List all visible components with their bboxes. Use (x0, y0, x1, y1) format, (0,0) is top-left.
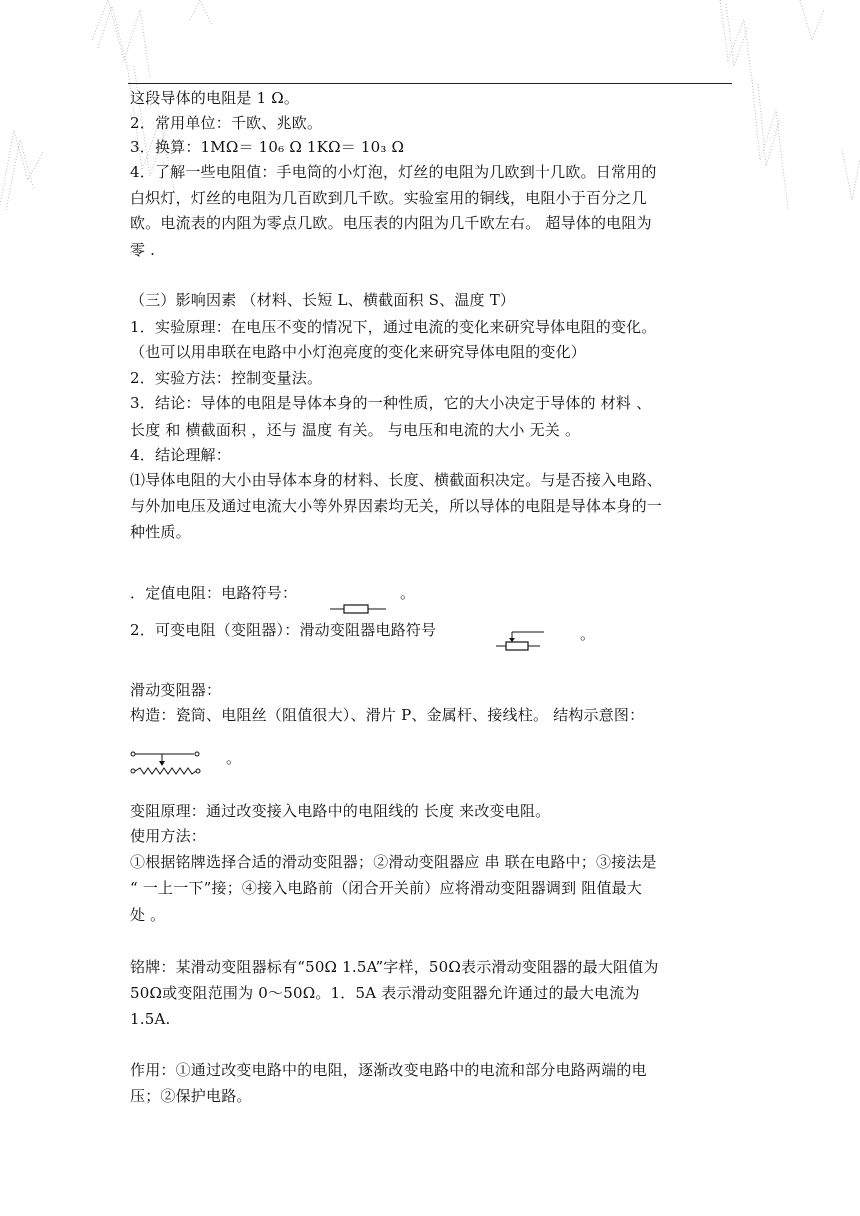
text-line: 铭牌：某滑动变阻器标有“50Ω 1.5A”字样，50Ω表示滑动变阻器的最大阻值为 (130, 958, 659, 976)
text-line: 4．结论理解： (130, 446, 231, 464)
text-line: 2．可变电阻（变阻器）：滑动变阻器电路符号 (130, 621, 437, 639)
text-line: 使用方法： (130, 827, 207, 845)
text-line: 3．换算：1MΩ＝ 10₆ Ω 1KΩ＝ 10₃ Ω (130, 138, 405, 156)
text-line: 滑动变阻器： (130, 681, 222, 699)
text-line: “ 一上一下”接；④接入电路前（闭合开关前）应将滑动变阻器调到 阻值最大 (130, 879, 643, 897)
text-line: 与外加电压及通过电流大小等外界因素均无关，所以导体的电阻是导体本身的一 (130, 497, 663, 515)
text-line: 。 (226, 749, 242, 767)
text-line: 。 (580, 625, 596, 643)
fixed-resistor-symbol (330, 601, 386, 617)
text-line: 作用：①通过改变电路中的电阻，逐渐改变电路中的电流和部分电路两端的电 (130, 1061, 647, 1079)
rheostat-structure-diagram (130, 748, 202, 778)
rheostat-symbol (496, 628, 546, 654)
text-line: 压；②保护电路。 (130, 1087, 252, 1105)
text-line: ⑴导体电阻的大小由导体本身的材料、长度、横截面积决定。与是否接入电路、 (130, 471, 663, 489)
text-line: 构造：瓷筒、电阻丝（阻值很大）、滑片 P、金属杆、接线柱。 结构示意图： (130, 706, 645, 724)
text-line: 1.5A. (130, 1010, 171, 1028)
header-rule (128, 83, 732, 84)
text-line: 这段导体的电阻是 1 Ω。 (130, 89, 300, 107)
text-line: 50Ω或变阻范围为 0～50Ω。1．5A 表示滑动变阻器允许通过的最大电流为 (130, 984, 640, 1002)
text-line: 2．实验方法：控制变量法。 (130, 369, 323, 387)
text-line: 处 。 (130, 906, 166, 924)
text-line: ①根据铭牌选择合适的滑动变阻器；②滑动变阻器应 串 联在电路中；③接法是 (130, 853, 657, 871)
text-line: 长度 和 横截面积 ，还与 温度 有关。 与电压和电流的大小 无关 。 (130, 421, 581, 439)
text-line: 4．了解一些电阻值：手电筒的小灯泡，灯丝的电阻为几欧到十几欧。日常用的 (130, 163, 657, 181)
text-line: 白炽灯，灯丝的电阻为几百欧到几千欧。实验室用的铜线，电阻小于百分之几 (130, 189, 647, 207)
text-line: 2．常用单位：千欧、兆欧。 (130, 114, 323, 132)
text-line: 欧。电流表的内阻为零点几欧。电压表的内阻为几千欧左右。 超导体的电阻为 (130, 214, 652, 232)
text-line: ．定值电阻：电路符号： (130, 584, 298, 602)
text-line: 种性质。 (130, 523, 191, 541)
text-line: 3．结论：导体的电阻是导体本身的一种性质，它的大小决定于导体的 材料 、 (130, 394, 652, 412)
text-line: 变阻原理：通过改变接入电路中的电阻线的 长度 来改变电阻。 (130, 802, 551, 820)
text-line: 1．实验原理：在电压不变的情况下，通过电流的变化来研究导体电阻的变化。 (130, 318, 657, 336)
section-heading: （三）影响因素 （材料、长短 L、横截面积 S、温度 T） (130, 291, 516, 309)
text-line: 。 (400, 584, 416, 602)
text-line: （也可以用串联在电路中小灯泡亮度的变化来研究导体电阻的变化） (130, 343, 587, 361)
text-line: 零 . (130, 241, 156, 259)
